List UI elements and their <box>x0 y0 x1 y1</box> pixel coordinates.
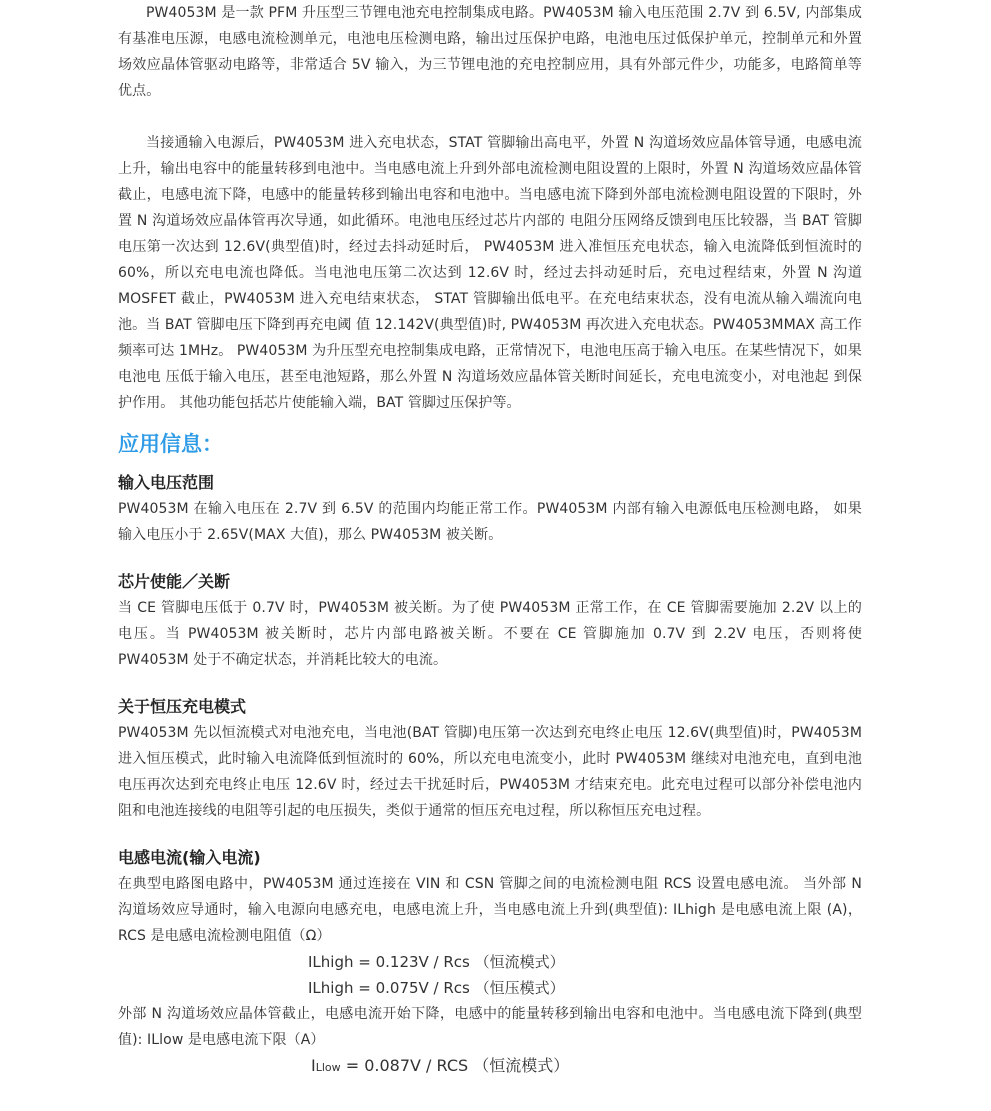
input-range-heading: 输入电压范围 <box>118 473 215 492</box>
cv-mode-text: PW4053M 先以恒流模式对电池充电，当电池(BAT 管脚)电压第一次达到充电终止电压 12.6V(典型值)时，PW4053M 进入恒压模式，此时输入电流降低到恒流时的 60%，所以充电电流变小，此时 PW4053M 继续对电池充电，直到电池电压再次达到充电终止电压 12.6V 时，经过去干扰延时后，PW4053M 才结束充电。此充电过程可以部分补偿电池内阻和电池连接线的电阻等引起的电压损失，类似于通常的恒压充电过程，所以称恒压充电过程。 <box>118 725 862 819</box>
formula-illow-cc <box>118 1053 862 1081</box>
inductor-current-text-2: 外部 N 沟道场效应晶体管截止，电感电流开始下降，电感中的能量转移到输出电容和电池中。当电感电流下降到(典型值): ILlow 是电感电流下限（A） <box>118 1006 862 1048</box>
section-gap <box>118 548 862 569</box>
document-page <box>118 0 862 1081</box>
paragraph-gap <box>118 104 862 130</box>
inductor-current-heading: 电感电流(输入电流) <box>118 848 261 867</box>
formula-ilhigh-cc: ILhigh = 0.123V / Rcs （恒流模式） <box>308 953 565 971</box>
intro-paragraph-1: PW4053M 是一款 PFM 升压型三节锂电池充电控制集成电路。PW4053M 输入电压范围 2.7V 到 6.5V, 内部集成有基准电压源，电感电流检测单元，电池电压检测电路，输出过压保护电路，电池电压过低保护单元，控制单元和外置场效应晶体管驱动电路等，非常适合 5V 输入，为三节锂电池的充电控制应用，具有外部元件少，功能多，电路简单等优点。 <box>118 5 862 99</box>
chip-enable-heading: 芯片使能／关断 <box>118 572 231 591</box>
intro-paragraph-2: 当接通输入电源后，PW4053M 进入充电状态，STAT 管脚输出高电平，外置 N 沟道场效应晶体管导通，电感电流上升，输出电容中的能量转移到电池中。当电感电流上升到外部电流检测电阻设置的上限时，外置 N 沟道场效应晶体管截止，电感电流下降，电感中的能量转移到输出电容和电池中。当电感电流下降到外部电流检测电阻设置的下限时，外置 N 沟道场效应晶体管再次导通，如此循环。电池电压经过芯片内部的 电阻分压网络反馈到电压比较器，当 BAT 管脚电压第一次达到 12.6V(典型值)时，经过去抖动延时后， PW4053M 进入准恒压充电状态，输入电流降低到恒流时的 60%，所以充电电流也降低。当电池电压第二次达到 12.6V 时，经过去抖动延时后，充电过程结束，外置 N 沟道 MOSFET 截止，PW4053M 进入充电结束状态， STAT 管脚输出低电平。在充电结束状态，没有电流从输入端流向电池。当 BAT 管脚电压下降到再充电阈 值 12.142V(典型值)时, PW4053M 再次进入充电状态。PW4053MMAX 高工作频率可达 1MHz。 PW4053M 为升压型充电控制集成电路，正常情况下，电池电压高于输入电压。在某些情况下，如果电池电 压低于输入电压，甚至电池短路，那么外置 N 沟道场效应晶体管关断时间延长，充电电流变小，对电池起 到保护作用。 其他功能包括芯片使能输入端，BAT 管脚过压保护等。 <box>118 135 863 411</box>
formula-illow-subscript: Llow <box>315 1061 341 1074</box>
chip-enable-text: 当 CE 管脚电压低于 0.7V 时，PW4053M 被关断。为了使 PW4053M 正常工作，在 CE 管脚需要施加 2.2V 以上的电压。当 PW4053M 被关断时，芯片内部电路被关断。不要在 CE 管脚施加 0.7V 到 2.2V 电压，否则将使 PW4053M 处于不确定状态，并消耗比较大的电流。 <box>118 600 862 668</box>
formula-illow-expression: = 0.087V / RCS （恒流模式） <box>340 1056 570 1075</box>
section-gap <box>118 673 862 694</box>
formula-illow-symbol: I <box>311 1056 316 1075</box>
section-gap <box>118 824 862 845</box>
input-range-text: PW4053M 在输入电压在 2.7V 到 6.5V 的范围内均能正常工作。PW4053M 内部有输入电源低电压检测电路， 如果输入电压小于 2.65V(MAX 大值)，那么 PW4053M 被关断。 <box>118 501 862 543</box>
inductor-current-text: 在典型电路图电路中，PW4053M 通过连接在 VIN 和 CSN 管脚之间的电流检测电阻 RCS 设置电感电流。 当外部 N 沟道场效应导通时，输入电源向电感充电，电感电流上升，当电感电流上升到(典型值): ILhigh 是电感电流上限 (A)，RCS 是电感电流检测电阻值（Ω） <box>118 876 862 944</box>
cv-mode-heading: 关于恒压充电模式 <box>118 697 247 716</box>
application-info-title: 应用信息： <box>118 432 223 456</box>
formula-ilhigh-cv: ILhigh = 0.075V / Rcs （恒压模式） <box>308 979 565 997</box>
